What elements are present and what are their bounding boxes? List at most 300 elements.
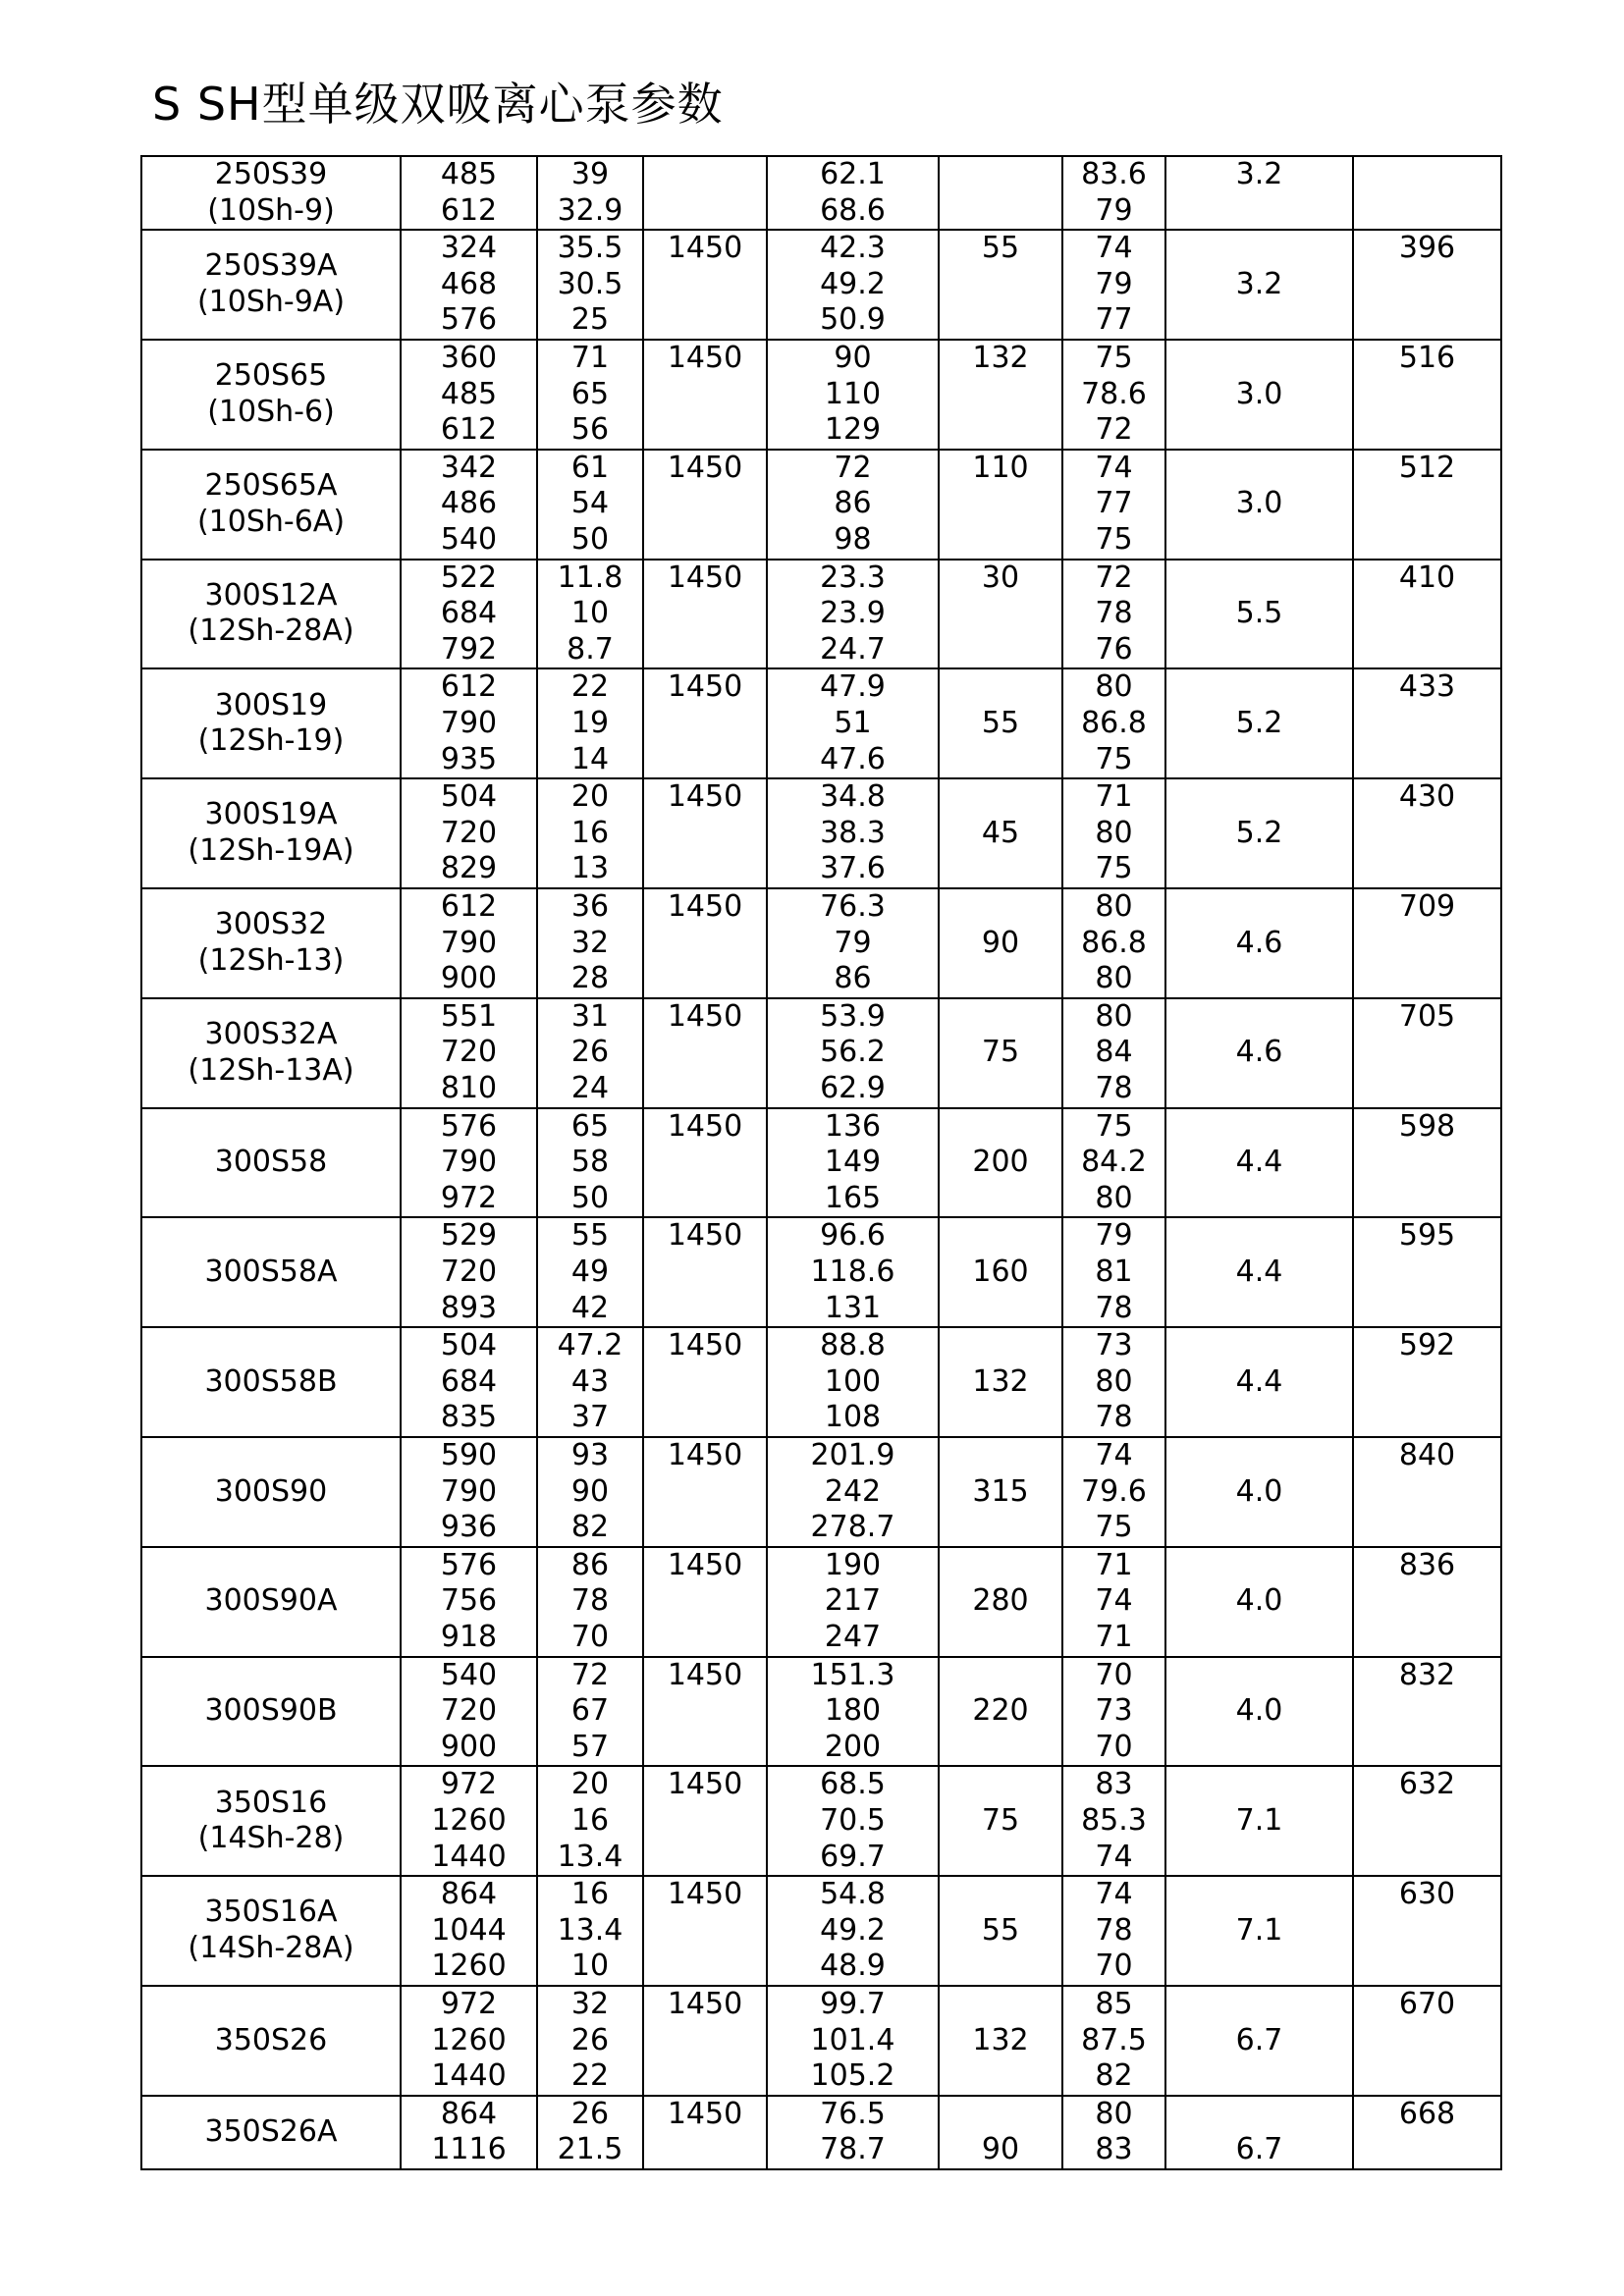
cell-value: 80	[1095, 2096, 1133, 2131]
cell-value	[644, 632, 766, 668]
flow-cell	[401, 888, 537, 998]
head-cell	[537, 340, 643, 450]
shaft-power-cell	[767, 1547, 939, 1657]
npsh-cell	[1165, 340, 1353, 450]
cell-value: 433	[1398, 669, 1456, 705]
cell-value: 74	[1095, 450, 1133, 485]
npsh-cell	[1165, 560, 1353, 669]
cell-value: 6.7	[1235, 2022, 1283, 2057]
cell-value: 1440	[431, 2058, 507, 2094]
cell-value: 75	[981, 1802, 1020, 1838]
flow-cell	[401, 778, 537, 888]
cell-value	[940, 1510, 1061, 1546]
cell-value: 217	[824, 1583, 882, 1619]
cell-value: 832	[1398, 1657, 1456, 1692]
cell-value	[940, 1620, 1061, 1656]
cell-value	[1354, 1510, 1500, 1546]
model-cell	[141, 230, 401, 340]
speed-cell	[643, 778, 767, 888]
cell-value: 86.8	[1081, 705, 1147, 740]
cell-value: 69.7	[820, 1839, 886, 1874]
motor-power-cell	[939, 1327, 1062, 1437]
cell-value: 78.7	[820, 2132, 886, 2167]
table-row	[141, 156, 1501, 230]
cell-value: 250S65	[214, 358, 328, 394]
cell-value: 45	[981, 815, 1020, 850]
cell-value	[940, 632, 1061, 668]
cell-value	[940, 302, 1061, 339]
weight-cell	[1353, 1657, 1501, 1767]
cell-value	[644, 1620, 766, 1656]
cell-value: 22	[570, 669, 610, 705]
cell-value: 39	[570, 157, 610, 191]
shaft-power-cell	[767, 340, 939, 450]
cell-value	[644, 1803, 766, 1840]
cell-value	[644, 1364, 766, 1401]
cell-value: 62.9	[820, 1070, 886, 1105]
cell-value	[1166, 1987, 1352, 2023]
head-cell	[537, 1108, 643, 1218]
flow-cell	[401, 560, 537, 669]
flow-cell	[401, 1327, 537, 1437]
cell-value	[1354, 1840, 1500, 1876]
cell-value	[1354, 1474, 1500, 1511]
cell-value: 86	[834, 486, 872, 521]
efficiency-cell	[1062, 888, 1165, 998]
cell-value	[1166, 2097, 1352, 2133]
cell-value	[644, 1583, 766, 1620]
cell-value: 22	[570, 2058, 610, 2094]
cell-value	[940, 267, 1061, 303]
cell-value	[940, 1109, 1061, 1146]
cell-value	[940, 1840, 1061, 1876]
cell-value	[644, 2132, 766, 2168]
cell-value: 80	[1095, 961, 1133, 996]
cell-value: 100	[824, 1363, 882, 1399]
cell-value	[940, 596, 1061, 632]
head-cell	[537, 1547, 643, 1657]
table-row	[141, 1766, 1501, 1876]
head-cell	[537, 888, 643, 998]
efficiency-cell	[1062, 668, 1165, 778]
motor-power-cell	[939, 230, 1062, 340]
table-row	[141, 1876, 1501, 1986]
cell-value	[1166, 961, 1352, 997]
pump-parameter-table	[140, 155, 1502, 2170]
cell-value: 85	[1095, 1986, 1133, 2021]
weight-cell	[1353, 1437, 1501, 1547]
cell-value: 90	[834, 340, 872, 375]
cell-value: 630	[1398, 1877, 1456, 1912]
weight-cell	[1353, 1547, 1501, 1657]
cell-value: 131	[824, 1290, 882, 1325]
cell-value: 612	[440, 192, 498, 228]
speed-cell	[643, 1108, 767, 1218]
cell-value	[1166, 412, 1352, 449]
head-cell	[537, 230, 643, 340]
cell-value	[644, 412, 766, 449]
cell-value: 972	[440, 1986, 498, 2021]
cell-value: 342	[440, 450, 498, 485]
cell-value: 54	[570, 486, 610, 521]
motor-power-cell	[939, 1986, 1062, 2096]
table-row	[141, 450, 1501, 560]
cell-value	[1166, 1071, 1352, 1107]
flow-cell	[401, 340, 537, 450]
cell-value: 24.7	[820, 631, 886, 667]
cell-value: 81	[1095, 1254, 1133, 1289]
cell-value	[1354, 961, 1500, 997]
cell-value: 7.1	[1235, 1912, 1283, 1948]
cell-value: 720	[440, 1035, 498, 1070]
cell-value: 67	[570, 1693, 610, 1729]
model-cell	[141, 888, 401, 998]
npsh-cell	[1165, 1547, 1353, 1657]
cell-value: 250S39	[214, 157, 328, 191]
cell-value: 1450	[667, 779, 743, 815]
cell-value	[1354, 1181, 1500, 1217]
cell-value	[1354, 377, 1500, 413]
cell-value: 893	[440, 1290, 498, 1325]
cell-value: 74	[1095, 231, 1133, 266]
table-row	[141, 1657, 1501, 1767]
npsh-cell	[1165, 230, 1353, 340]
cell-value	[1354, 412, 1500, 449]
cell-value: 83	[1095, 1767, 1133, 1802]
cell-value: 28	[570, 961, 610, 996]
cell-value: 1450	[667, 888, 743, 924]
cell-value: 4.6	[1235, 1035, 1283, 1070]
cell-value: 78	[1095, 1400, 1133, 1435]
shaft-power-cell	[767, 2096, 939, 2169]
cell-value: 1450	[667, 1547, 743, 1582]
cell-value: 598	[1398, 1108, 1456, 1144]
cell-value: 68.6	[820, 192, 886, 228]
cell-value	[1354, 157, 1500, 193]
page-title: S SH型单级双吸离心泵参数	[152, 78, 724, 131]
cell-value	[1166, 1328, 1352, 1364]
cell-value: 790	[440, 1145, 498, 1180]
cell-value: 792	[440, 631, 498, 667]
cell-value	[1354, 1913, 1500, 1949]
cell-value: 1450	[667, 1767, 743, 1802]
speed-cell	[643, 230, 767, 340]
cell-value	[940, 2097, 1061, 2133]
cell-value: 47.6	[820, 741, 886, 776]
cell-value	[940, 1658, 1061, 1694]
cell-value	[1354, 2132, 1500, 2168]
cell-value: 49.2	[820, 1912, 886, 1948]
cell-value: 70	[1095, 1657, 1133, 1692]
flow-cell	[401, 1986, 537, 2096]
cell-value: 300S58	[214, 1145, 328, 1180]
model-cell	[141, 668, 401, 778]
weight-cell	[1353, 560, 1501, 669]
cell-value: 82	[1095, 2058, 1133, 2094]
cell-value: 4.6	[1235, 925, 1283, 960]
cell-value	[940, 1291, 1061, 1327]
cell-value	[644, 1035, 766, 1071]
cell-value: 72	[834, 450, 872, 485]
cell-value: 79	[834, 925, 872, 960]
cell-value: 278.7	[810, 1510, 895, 1545]
cell-value: 6.7	[1235, 2132, 1283, 2167]
cell-value: 1260	[431, 1949, 507, 1984]
speed-cell	[643, 888, 767, 998]
efficiency-cell	[1062, 1986, 1165, 2096]
cell-value: 300S90A	[204, 1583, 338, 1619]
cell-value: 132	[972, 2022, 1029, 2057]
cell-value	[940, 1328, 1061, 1364]
cell-value: 110	[972, 450, 1029, 485]
cell-value: 592	[1398, 1328, 1456, 1363]
npsh-cell	[1165, 1657, 1353, 1767]
cell-value	[940, 486, 1061, 522]
cell-value: 840	[1398, 1437, 1456, 1472]
cell-value	[1354, 706, 1500, 742]
cell-value: 10	[570, 1949, 610, 1984]
motor-power-cell	[939, 1108, 1062, 1218]
cell-value: 512	[1398, 450, 1456, 485]
cell-value: 57	[570, 1729, 610, 1764]
shaft-power-cell	[767, 560, 939, 669]
cell-value: 72	[1095, 412, 1133, 448]
motor-power-cell	[939, 1876, 1062, 1986]
cell-value: 71	[1095, 1547, 1133, 1582]
cell-value	[1354, 1730, 1500, 1766]
cell-value: 190	[824, 1547, 882, 1582]
weight-cell	[1353, 1327, 1501, 1437]
head-cell	[537, 1437, 643, 1547]
cell-value	[1166, 1400, 1352, 1436]
motor-power-cell	[939, 1217, 1062, 1327]
cell-value: 900	[440, 1729, 498, 1764]
cell-value: (10Sh-9)	[207, 192, 335, 228]
table-row	[141, 888, 1501, 998]
cell-value: 149	[824, 1145, 882, 1180]
speed-cell	[643, 1766, 767, 1876]
cell-value: 87.5	[1081, 2022, 1147, 2057]
speed-cell	[643, 450, 767, 560]
efficiency-cell	[1062, 1657, 1165, 1767]
cell-value: 300S58A	[204, 1254, 338, 1289]
cell-value: 51	[834, 705, 872, 740]
cell-value: (12Sh-28A)	[188, 614, 354, 649]
speed-cell	[643, 340, 767, 450]
cell-value: (10Sh-6A)	[196, 504, 346, 539]
cell-value: 350S16A	[204, 1895, 338, 1930]
cell-value: 86.8	[1081, 925, 1147, 960]
cell-value	[1354, 302, 1500, 339]
cell-value: 756	[440, 1583, 498, 1619]
weight-cell	[1353, 1876, 1501, 1986]
cell-value	[1354, 1035, 1500, 1071]
weight-cell	[1353, 156, 1501, 230]
model-cell	[141, 1327, 401, 1437]
cell-value: 1450	[667, 1108, 743, 1144]
shaft-power-cell	[767, 778, 939, 888]
cell-value	[940, 1949, 1061, 1985]
shaft-power-cell	[767, 230, 939, 340]
cell-value: 90	[981, 2132, 1020, 2167]
flow-cell	[401, 1657, 537, 1767]
cell-value: 75	[1095, 1108, 1133, 1144]
cell-value: 75	[981, 1035, 1020, 1070]
cell-value: 540	[440, 1657, 498, 1692]
cell-value: 78	[570, 1583, 610, 1619]
cell-value: 350S26	[214, 2022, 328, 2057]
cell-value	[1354, 1949, 1500, 1985]
cell-value	[940, 1548, 1061, 1584]
cell-value: 5.5	[1235, 596, 1283, 631]
cell-value: 99.7	[820, 1986, 886, 2021]
model-cell	[141, 450, 401, 560]
cell-value	[1354, 1255, 1500, 1291]
cell-value	[940, 1767, 1061, 1803]
cell-value: 13.4	[557, 1912, 623, 1948]
cell-value: 70	[1095, 1949, 1133, 1984]
cell-value: 1116	[431, 2132, 507, 2167]
cell-value	[940, 1877, 1061, 1913]
weight-cell	[1353, 998, 1501, 1108]
cell-value: 86	[834, 961, 872, 996]
efficiency-cell	[1062, 230, 1165, 340]
cell-value: 49.2	[820, 266, 886, 301]
cell-value	[1166, 1949, 1352, 1985]
cell-value	[644, 926, 766, 962]
cell-value	[644, 193, 766, 230]
table-row	[141, 998, 1501, 1108]
motor-power-cell	[939, 888, 1062, 998]
cell-value: 576	[440, 302, 498, 338]
cell-value: 612	[440, 888, 498, 924]
cell-value: 684	[440, 1363, 498, 1399]
cell-value: 75	[1095, 741, 1133, 776]
cell-value: 324	[440, 231, 498, 266]
shaft-power-cell	[767, 156, 939, 230]
cell-value: 32	[570, 1986, 610, 2021]
cell-value: 132	[972, 1363, 1029, 1399]
weight-cell	[1353, 778, 1501, 888]
cell-value: 71	[570, 340, 610, 375]
speed-cell	[643, 1327, 767, 1437]
model-cell	[141, 1657, 401, 1767]
cell-value: 26	[570, 2096, 610, 2131]
shaft-power-cell	[767, 1766, 939, 1876]
cell-value	[1166, 742, 1352, 778]
cell-value: 21.5	[557, 2132, 623, 2167]
cell-value: (12Sh-19A)	[188, 833, 354, 869]
cell-value: 4.0	[1235, 1583, 1283, 1619]
model-cell	[141, 560, 401, 669]
cell-value: 80	[1095, 815, 1133, 850]
cell-value	[1354, 1291, 1500, 1327]
cell-value: 72	[1095, 560, 1133, 595]
npsh-cell	[1165, 156, 1353, 230]
cell-value: 48.9	[820, 1949, 886, 1984]
cell-value: 4.4	[1235, 1254, 1283, 1289]
cell-value	[1166, 1658, 1352, 1694]
cell-value: 80	[1095, 1180, 1133, 1215]
cell-value: 300S32	[214, 907, 328, 942]
cell-value	[1354, 1803, 1500, 1840]
efficiency-cell	[1062, 2096, 1165, 2169]
cell-value: 26	[570, 2022, 610, 2057]
cell-value: 720	[440, 1254, 498, 1289]
cell-value: 200	[824, 1729, 882, 1764]
cell-value	[1166, 341, 1352, 377]
cell-value	[644, 1840, 766, 1876]
cell-value: 936	[440, 1510, 498, 1545]
cell-value: 668	[1398, 2096, 1456, 2131]
cell-value: 35.5	[557, 231, 623, 266]
cell-value: 670	[1398, 1986, 1456, 2021]
cell-value: 5.2	[1235, 815, 1283, 850]
cell-value: 529	[440, 1218, 498, 1254]
cell-value	[644, 1474, 766, 1511]
cell-value: 350S16	[214, 1785, 328, 1820]
cell-value: 79	[1095, 1218, 1133, 1254]
efficiency-cell	[1062, 1437, 1165, 1547]
cell-value: 71	[1095, 1619, 1133, 1654]
table-row	[141, 1327, 1501, 1437]
cell-value: 720	[440, 1693, 498, 1729]
cell-value: 62.1	[820, 157, 886, 191]
table-row	[141, 230, 1501, 340]
table-row	[141, 1217, 1501, 1327]
cell-value: 684	[440, 596, 498, 631]
head-cell	[537, 1876, 643, 1986]
flow-cell	[401, 1217, 537, 1327]
cell-value: 80	[1095, 669, 1133, 705]
cell-value: 32	[570, 925, 610, 960]
cell-value	[940, 1730, 1061, 1766]
cell-value: 972	[440, 1180, 498, 1215]
speed-cell	[643, 1437, 767, 1547]
motor-power-cell	[939, 1547, 1062, 1657]
speed-cell	[643, 156, 767, 230]
cell-value: 4.0	[1235, 1473, 1283, 1509]
cell-value: 78	[1095, 1912, 1133, 1948]
cell-value	[644, 1181, 766, 1217]
cell-value: 136	[824, 1108, 882, 1144]
cell-value: 132	[972, 340, 1029, 375]
cell-value: 935	[440, 741, 498, 776]
model-cell	[141, 2096, 401, 2169]
cell-value: 14	[570, 741, 610, 776]
cell-value: 280	[972, 1583, 1029, 1619]
npsh-cell	[1165, 1327, 1353, 1437]
cell-value: (12Sh-19)	[197, 723, 345, 759]
cell-value	[644, 851, 766, 887]
cell-value	[940, 2058, 1061, 2095]
table-body	[141, 156, 1501, 2169]
motor-power-cell	[939, 560, 1062, 669]
npsh-cell	[1165, 888, 1353, 998]
cell-value	[644, 1255, 766, 1291]
cell-value: 70	[570, 1619, 610, 1654]
speed-cell	[643, 1657, 767, 1767]
cell-value	[644, 1913, 766, 1949]
cell-value: 300S12A	[204, 577, 338, 613]
npsh-cell	[1165, 1766, 1353, 1876]
flow-cell	[401, 1766, 537, 1876]
cell-value: 864	[440, 1877, 498, 1912]
cell-value: 55	[981, 705, 1020, 740]
cell-value: 360	[440, 340, 498, 375]
cell-value	[1166, 1438, 1352, 1474]
cell-value: 30.5	[557, 266, 623, 301]
